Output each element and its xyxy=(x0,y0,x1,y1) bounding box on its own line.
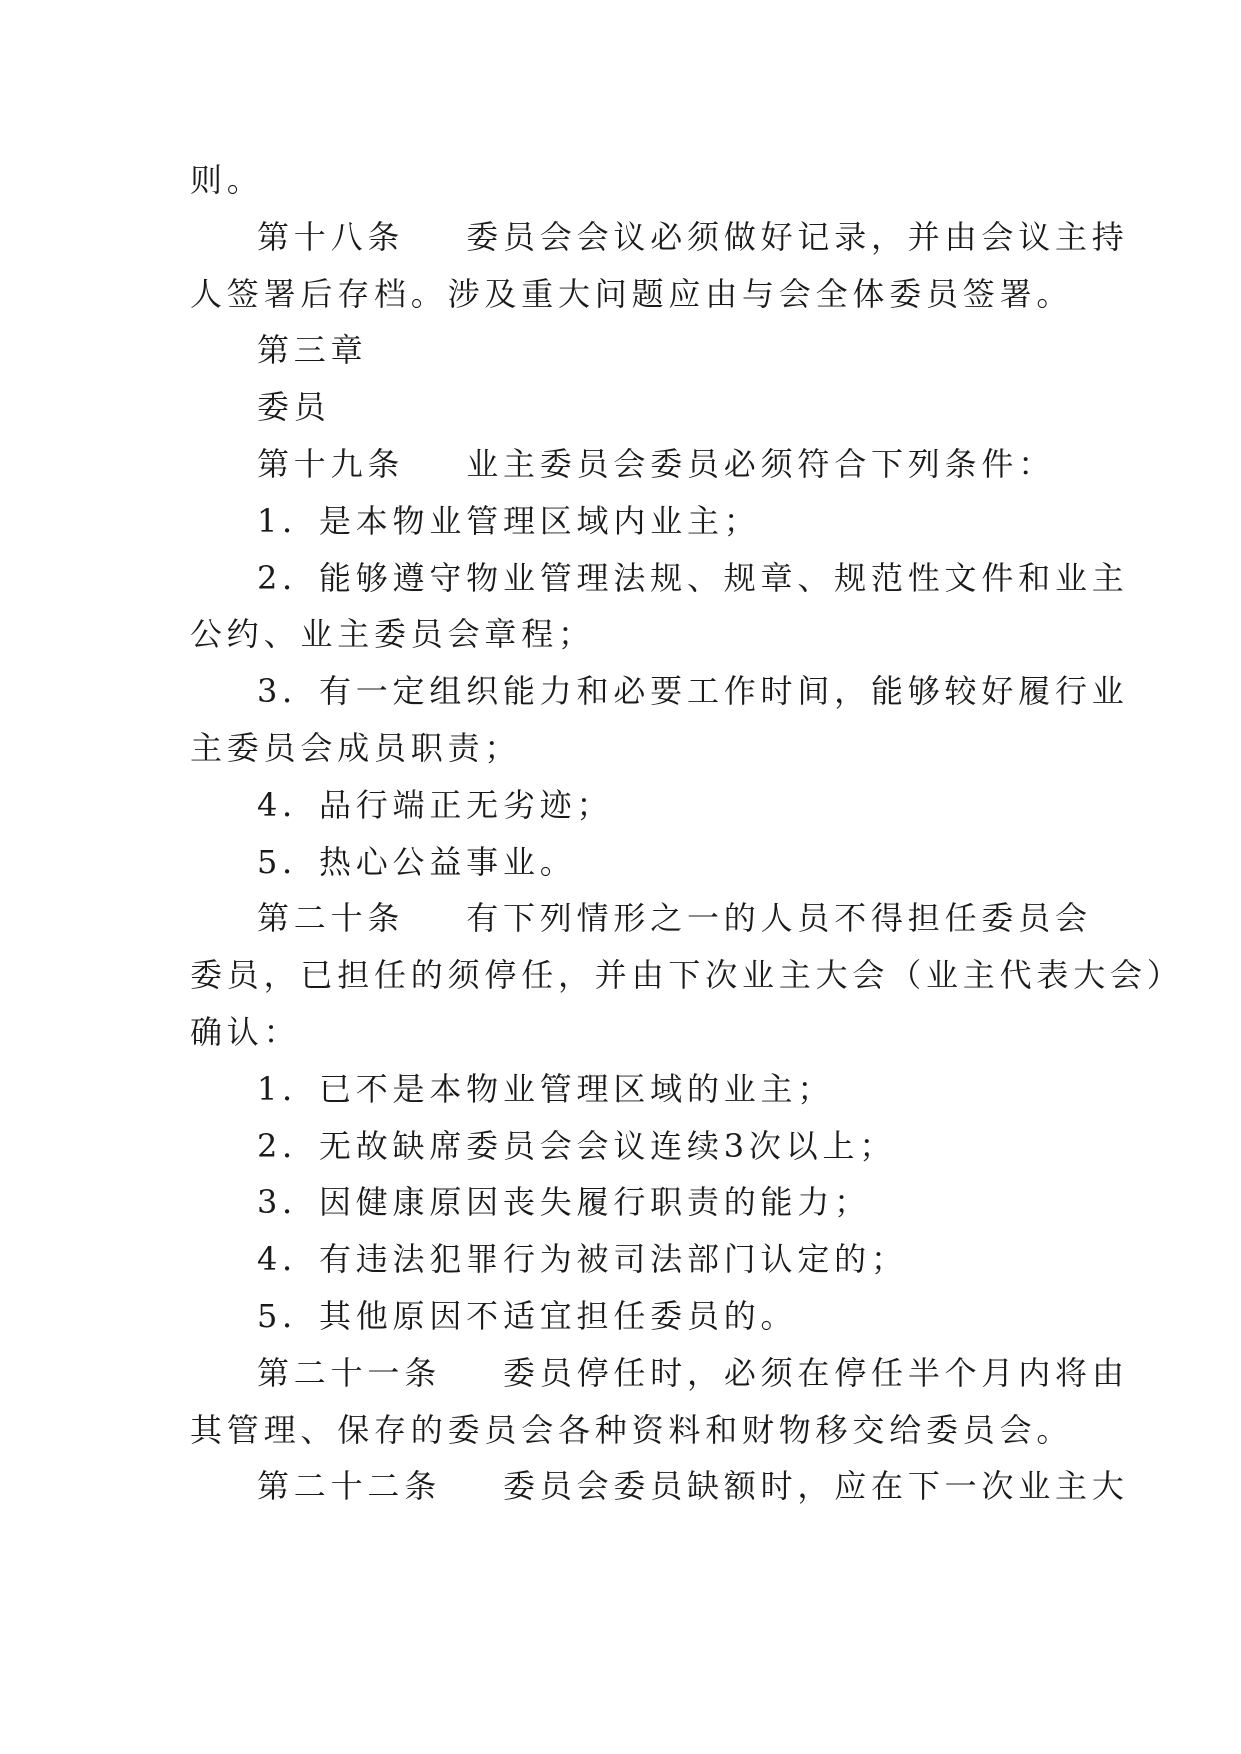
text-line: 主委员会成员职责； xyxy=(190,728,522,767)
article-text: 委员会委员缺额时，应在下一次业主大 xyxy=(503,1467,1129,1506)
text-line: 则。 xyxy=(190,161,264,199)
text-line: 其管理、保存的委员会各种资料和财物移交给委员会。 xyxy=(190,1410,1074,1449)
article-text: 业主委员会委员必须符合下列条件： xyxy=(466,444,1056,483)
list-item: 1．是本物业管理区域内业主； xyxy=(257,501,761,540)
article-text: 有下列情形之一的人员不得担任委员会 xyxy=(466,899,1092,938)
chapter-heading: 第三章 xyxy=(257,331,368,370)
chapter-title: 委员 xyxy=(257,388,331,427)
article-22-line xyxy=(190,1458,1129,1515)
article-text: 委员会会议必须做好记录，并由会议主持 xyxy=(466,217,1129,256)
article-21-line xyxy=(190,1345,1129,1402)
document-body xyxy=(190,152,1184,1515)
article-19-line xyxy=(190,436,1070,493)
article-heading: 第十九条 xyxy=(257,444,405,483)
list-item: 3．因健康原因丧失履行职责的能力； xyxy=(257,1183,871,1222)
text-line: 公约、业主委员会章程； xyxy=(190,615,595,654)
article-heading: 第二十一条 xyxy=(257,1353,442,1392)
list-item: 5．热心公益事业。 xyxy=(257,842,577,881)
article-text: 委员停任时，必须在停任半个月内将由 xyxy=(503,1353,1129,1392)
list-item: 2．无故缺席委员会会议连续3次以上； xyxy=(257,1126,897,1165)
text-line: 确认： xyxy=(190,1012,301,1051)
text-line: 人签署后存档。涉及重大问题应由与会全体委员签署。 xyxy=(190,274,1074,313)
article-20-line xyxy=(190,890,1092,947)
list-item: 2．能够遵守物业管理法规、规章、规范性文件和业主 xyxy=(257,558,1129,597)
list-item: 3．有一定组织能力和必要工作时间，能够较好履行业 xyxy=(257,672,1129,711)
article-heading: 第十八条 xyxy=(257,217,405,256)
article-18-line xyxy=(190,209,1129,266)
text-line: 委员，已担任的须停任，并由下次业主大会（业主代表大会） xyxy=(190,956,1184,995)
list-item: 4．有违法犯罪行为被司法部门认定的； xyxy=(257,1240,908,1279)
list-item: 5．其他原因不适宜担任委员的。 xyxy=(257,1296,798,1335)
list-item: 1．已不是本物业管理区域的业主； xyxy=(257,1069,835,1108)
list-item: 4．品行端正无劣迹； xyxy=(257,785,614,824)
article-heading: 第二十二条 xyxy=(257,1467,442,1506)
article-heading: 第二十条 xyxy=(257,899,405,938)
